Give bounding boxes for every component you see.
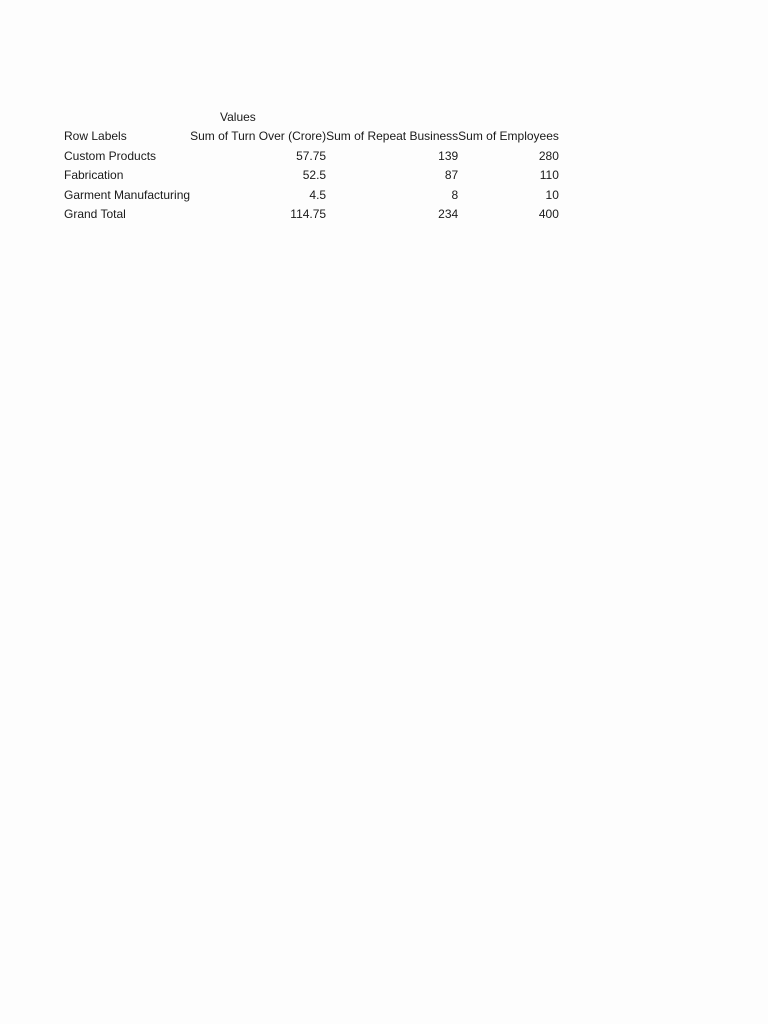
turnover-cell[interactable]: 52.5 [302,168,327,182]
header-row-labels[interactable]: Row Labels [64,129,127,143]
row-label[interactable]: Garment Manufacturing [64,187,191,202]
header-employees[interactable]: Sum of Employees [458,129,559,143]
header-turnover[interactable]: Sum of Turn Over (Crore) [190,129,327,143]
row-label[interactable]: Custom Products [64,148,157,163]
turnover-cell[interactable]: 57.75 [296,148,327,163]
grand-total-label[interactable]: Grand Total [64,207,126,221]
values-caption: Values [220,110,256,124]
pivot-grid [64,127,559,225]
employees-cell[interactable]: 10 [545,187,559,202]
grand-total-repeat-business[interactable]: 234 [438,207,459,221]
header-repeat-business[interactable]: Sum of Repeat Business [326,129,459,143]
repeat-business-cell[interactable]: 87 [444,168,459,182]
grand-total-employees[interactable]: 400 [538,207,559,221]
grand-total-turnover[interactable]: 114.75 [290,207,327,221]
repeat-business-cell[interactable]: 139 [438,148,459,163]
employees-cell[interactable]: 280 [538,148,559,163]
grand-total-row [64,205,559,225]
table-row [64,166,559,186]
row-label[interactable]: Fabrication [64,168,124,182]
header-row [64,127,559,147]
table-row [64,147,559,167]
employees-cell[interactable]: 110 [539,168,559,182]
repeat-business-cell[interactable]: 8 [451,187,459,202]
turnover-cell[interactable]: 4.5 [309,187,327,202]
table-row [64,186,559,206]
